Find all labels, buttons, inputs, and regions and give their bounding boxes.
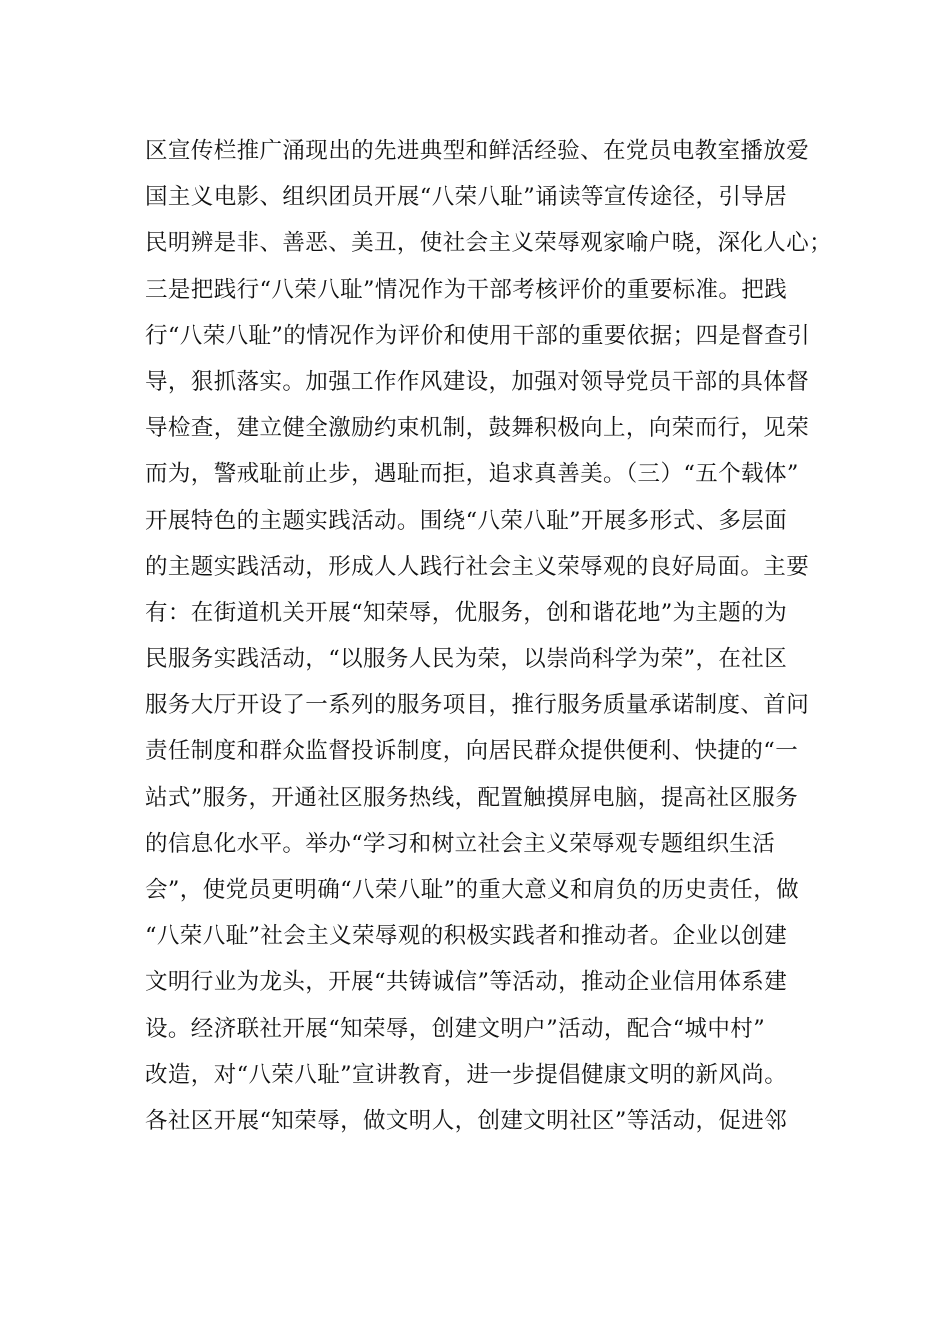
text-line: 设。经济联社开展“知荣辱，创建文明户”活动，配合“城中村” [145,1015,766,1042]
text-line: 而为，警戒耻前止步，遇耻而拒，追求真善美。（三）“五个载体” [145,461,799,488]
text-line: 开展特色的主题实践活动。围绕“八荣八耻”开展多形式、多层面 [145,507,788,534]
text-line: 改造，对“八荣八耻”宣讲教育，进一步提倡健康文明的新风尚。 [145,1061,788,1088]
text-line: 会”，使党员更明确“八荣八耻”的重大意义和肩负的历史责任，做 [145,877,800,903]
text-line: 区宣传栏推广涌现出的先进典型和鲜活经验、在党员电教室播放爱 [145,138,810,164]
text-line: 民明辨是非、善恶、美丑，使社会主义荣辱观家喻户晓，深化人心； [145,230,833,257]
text-line: 责任制度和群众监督投诉制度，向居民群众提供便利、快捷的“一 [145,738,799,765]
text-line: 文明行业为龙头，开展“共铸诚信”等活动，推动企业信用体系建 [145,969,788,996]
text-line: 三是把践行“八荣八耻”情况作为干部考核评价的重要标准。把践 [145,276,788,303]
text-line: 站式”服务，开通社区服务热线，配置触摸屏电脑，提高社区服务 [145,784,799,811]
text-line: 服务大厅开设了一系列的服务项目，推行服务质量承诺制度、首问 [145,692,810,719]
text-line: 行“八荣八耻”的情况作为评价和使用干部的重要依据；四是督查引 [145,322,811,349]
text-line: “八荣八耻”社会主义荣辱观的积极实践者和推动者。企业以创建 [145,923,788,950]
text-line: 国主义电影、组织团员开展“八荣八耻”诵读等宣传途径，引导居 [145,184,788,211]
text-line: 各社区开展“知荣辱，做文明人，创建文明社区”等活动，促进邻 [145,1107,788,1134]
text-line: 导检查，建立健全激励约束机制，鼓舞积极向上，向荣而行，见荣 [145,415,810,442]
text-line: 的信息化水平。举办“学习和树立社会主义荣辱观专题组织生活 [145,830,776,857]
text-line: 的主题实践活动，形成人人践行社会主义荣辱观的良好局面。主要 [145,553,810,580]
text-line: 民服务实践活动，“以服务人民为荣，以崇尚科学为荣”，在社区 [145,646,788,673]
body-text [145,128,833,1144]
text-line: 有：在街道机关开展“知荣辱，优服务，创和谐花地”为主题的为 [145,599,788,626]
text-line: 导，狠抓落实。加强工作作风建设，加强对领导党员干部的具体督 [145,368,810,395]
